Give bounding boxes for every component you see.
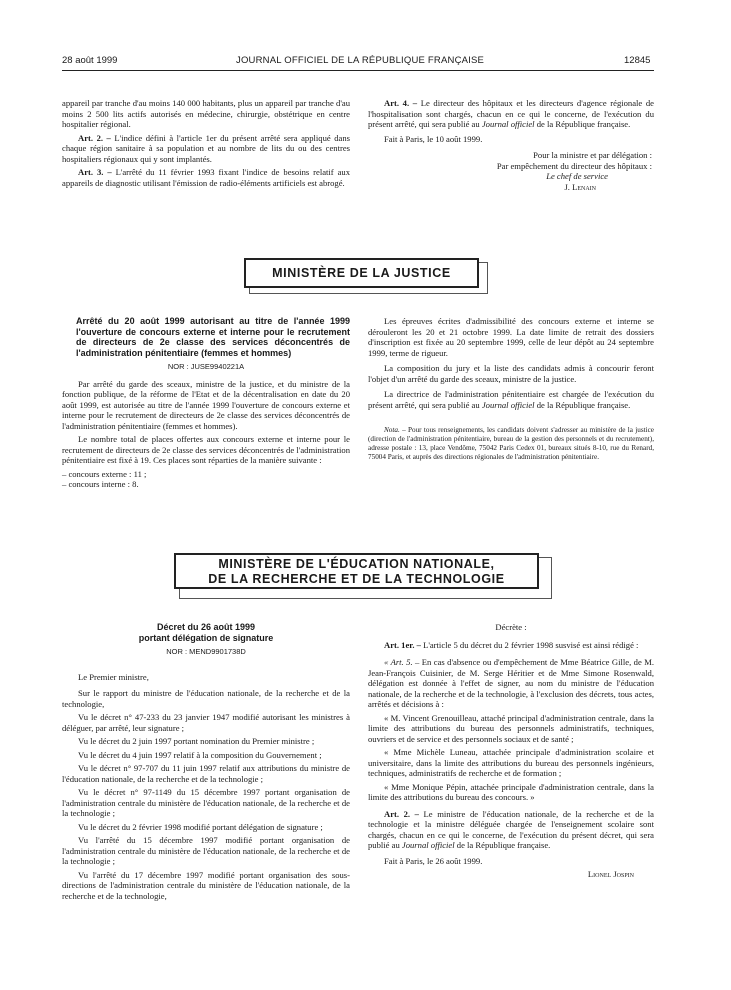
header-journal-title: JOURNAL OFFICIEL DE LA RÉPUBLIQUE FRANÇAISE — [236, 55, 485, 66]
article-label: Art. 4. – — [384, 98, 418, 108]
fait-line: Fait à Paris, le 26 août 1999. — [384, 855, 483, 866]
journal-name: Journal officiel — [401, 840, 455, 850]
signature-name: Lionel Jospin — [587, 869, 634, 879]
justice-right-column — [368, 316, 654, 465]
paragraph: Le Premier ministre, — [78, 671, 149, 682]
article-text: Le ministre de l'éducation nationale, de la recherche et de la technologie et la ministre déléguée chargée de l'enseignement scolaire sont chargés, chacun en ce qui le concerne, de l'exécution du présent décret, qui sera publié au — [368, 808, 654, 850]
ministry-education-heading — [174, 553, 539, 589]
article-text: de la République française. — [534, 119, 631, 129]
paragraph — [368, 389, 654, 410]
article-5-quote — [368, 657, 654, 710]
decree-title: Arrêté du 20 août 1999 autorisant au titre de l'année 1999 l'ouverture de concours externe et interne pour le recrutement de directeurs de 2e classe des services déconcentrés de l'administration pénitentiaire (femmes et hommes) — [76, 316, 350, 358]
visa-item: Vu le décret du 2 février 1998 modifié portant délégation de signature ; — [78, 821, 323, 832]
header-page-number: 12845 — [624, 55, 651, 66]
article-label: Art. 3. – — [78, 167, 112, 177]
article-label: Art. 2. – — [384, 808, 419, 819]
article-1 — [368, 640, 654, 651]
visa-item: Vu le décret n° 97-1149 du 15 décembre 1997 portant organisation de l'administration centrale du ministère de l'éducation nationale, de la recherche et de la technologie ; — [62, 787, 350, 818]
visa-item: Vu le décret du 2 juin 1997 portant nomination du Premier ministre ; — [78, 736, 315, 746]
decree-title-line: Décret du 26 août 1999 — [156, 622, 256, 632]
paragraph: Le nombre total de places offertes aux concours externe et interne pour le recrutement de directeurs de 2e classe des services déconcentrés de l'administration pénitentiaire est fixé à 19. Ces places sont réparties de la manière suivante : — [62, 434, 350, 465]
education-right-column — [368, 622, 654, 880]
signature-line: Pour la ministre et par délégation : — [533, 150, 652, 160]
education-left-column — [62, 622, 350, 904]
article-2 — [368, 809, 654, 851]
header-date: 28 août 1999 — [62, 55, 118, 66]
journal-name: Journal officiel — [481, 399, 535, 410]
article-label: Art. 2. – — [78, 132, 111, 143]
ministry-name-line2: DE LA RECHERCHE ET DE LA TECHNOLOGIE — [208, 572, 505, 586]
paragraph-text: La directrice de l'administration pénitentiaire est chargée de l'exécution du présent arrêté, qui sera publié au — [368, 389, 654, 410]
article-text: de la République française. — [454, 840, 551, 850]
header-rule — [62, 70, 654, 71]
signature-line: Par empêchement du directeur des hôpitaux : — [496, 160, 652, 171]
paragraph: La composition du jury et la liste des candidats admis à concourir feront l'objet d'un arrêté du garde des sceaux, ministre de la justice. — [368, 363, 654, 384]
justice-left-column — [62, 316, 350, 490]
nota-label: Nota. — [384, 426, 400, 434]
visa-list — [62, 688, 350, 901]
signature-line: Le chef de service — [546, 171, 608, 181]
article-label: « Art. 5. – — [384, 657, 420, 667]
delegate-paragraph: « Mme Michèle Luneau, attachée principale d'administration scolaire et universitaire, dans la limite des attributions du bureau des personnels ingénieurs, techniques, administratifs de recherche et de formation ; — [368, 747, 654, 778]
article-text: L'arrêté du 11 février 1993 fixant l'indice de besoins relatif aux appareils de diagnostic utilisant l'émission de radio-éléments artificiels est abrogé. — [62, 167, 350, 188]
fait-line: Fait à Paris, le 10 août 1999. — [384, 133, 483, 144]
decree-title-line: portant délégation de signature — [138, 632, 274, 643]
visa-item: Vu le décret n° 47-233 du 23 janvier 1947 modifié autorisant les ministres à déléguer, par arrêté, leur signature ; — [62, 712, 350, 733]
article-text: Le directeur des hôpitaux et les directeurs d'agence régionale de l'hospitalisation sont chargés, chacun en ce qui le concerne, de l'exécution du présent arrêté, qui sera publié au — [368, 98, 654, 129]
article-2 — [62, 133, 350, 165]
article-3 — [62, 167, 350, 188]
top-left-column — [62, 98, 350, 191]
list-item: – concours interne : 8. — [62, 479, 139, 489]
nor-reference: NOR : JUSE9940221A — [167, 362, 245, 371]
visa-item: Vu le décret n° 97-707 du 11 juin 1997 relatif aux attributions du ministre de l'éducation nationale, de la recherche et de la technologie ; — [62, 763, 350, 784]
signature-name: J. Lenain — [564, 181, 596, 192]
ministry-justice-heading — [244, 258, 479, 288]
top-right-column — [368, 98, 654, 192]
visa-item: Sur le rapport du ministre de l'éducation nationale, de la recherche et de la technologie, — [62, 688, 350, 709]
article-text: L'indice défini à l'article 1er du présent arrêté sera appliqué dans chaque région sanitaire à sa population et au nombre de lits du ou des centres hospitaliers régionaux qui y sont implantés. — [62, 132, 350, 164]
paragraph: Les épreuves écrites d'admissibilité des concours externe et interne se dérouleront les 20 et 21 octobre 1999. La date limite de retrait des dossiers d'inscription est fixée au 20 septembre 1999, celle de leur dépôt au 24 septembre 1999, terme de rigueur. — [368, 316, 654, 358]
decree-title — [62, 622, 350, 643]
article-label: Art. 1er. – — [384, 639, 421, 650]
visa-item: Vu l'arrêté du 15 décembre 1997 modifié portant organisation de l'administration centrale du ministère de l'éducation nationale, de la recherche et de la technologie ; — [62, 835, 350, 866]
visa-item: Vu le décret du 4 juin 1997 relatif à la composition du Gouvernement ; — [78, 749, 322, 760]
article-4 — [368, 98, 654, 130]
article-text: En cas d'absence ou d'empêchement de Mme Béatrice Gille, de M. Jean-François Cuisinier, de M. Serge Héritier et de Mme Simone Rosenwald, délégation est donnée à l'effet de signer, au nom du ministre de l'éducation nationale, de la recherche et de la technologie, à l'exclusion des décrets, tous actes, arrêtés et décisions à : — [368, 657, 654, 709]
decrete-line: Décrète : — [495, 622, 527, 632]
delegate-paragraph: « Mme Monique Pépin, attachée principale d'administration centrale, dans la limite des attributions du bureau des concours. » — [368, 781, 654, 802]
ministry-name: MINISTÈRE DE LA JUSTICE — [272, 266, 451, 280]
paragraph-text: de la République française. — [534, 399, 631, 410]
visa-item: Vu l'arrêté du 17 décembre 1997 modifié portant organisation des sous-directions de l'administration centrale du ministère de l'éducation nationale, de la recherche et de la technologie, — [62, 869, 350, 901]
delegate-paragraph: « M. Vincent Grenouilleau, attaché principal d'administration centrale, dans la limite des attributions du bureau des personnels administratifs, techniques, ouvriers et de service et des personnels sociaux et de santé ; — [368, 712, 654, 744]
signature-block — [368, 150, 654, 192]
list-item: – concours externe : 11 ; — [62, 468, 147, 479]
paragraph: appareil par tranche d'au moins 140 000 habitants, plus un appareil par tranche d'au moins 2 500 lits actifs autorisés en médecine, chirurgie, obstétrique en centre hospitalier régional. — [62, 98, 350, 129]
journal-name: Journal officiel — [481, 119, 535, 129]
ministry-name-line1: MINISTÈRE DE L'ÉDUCATION NATIONALE, — [218, 557, 495, 571]
nota-note — [368, 426, 654, 462]
paragraph: Par arrêté du garde des sceaux, ministre de la justice, et du ministre de la fonction publique, de la réforme de l'Etat et de la décentralisation en date du 20 août 1999, est autorisée au titre de l'année 1999 l'ouverture de concours externe et interne pour le recrutement de directeurs de 2e classe des services déconcentrés de l'administration pénitentiaire (femmes et hommes). — [62, 378, 350, 431]
article-text: L'article 5 du décret du 2 février 1998 susvisé est ainsi rédigé : — [420, 639, 639, 650]
nor-reference: NOR : MEND9901738D — [166, 647, 246, 656]
nota-text: – Pour tous renseignements, les candidats doivent s'adresser au ministère de la justice (direction de l'administration pénitentiaire, bureau de la gestion des personnels et du recrutement), adresse postale : 13, place Vendôme, 75042 Paris Cedex 01, bureaux situés 8-10, rue du Renard, 75004 Paris, et auprès des directions régionales de l'administration pénitentiaire. — [368, 426, 654, 461]
